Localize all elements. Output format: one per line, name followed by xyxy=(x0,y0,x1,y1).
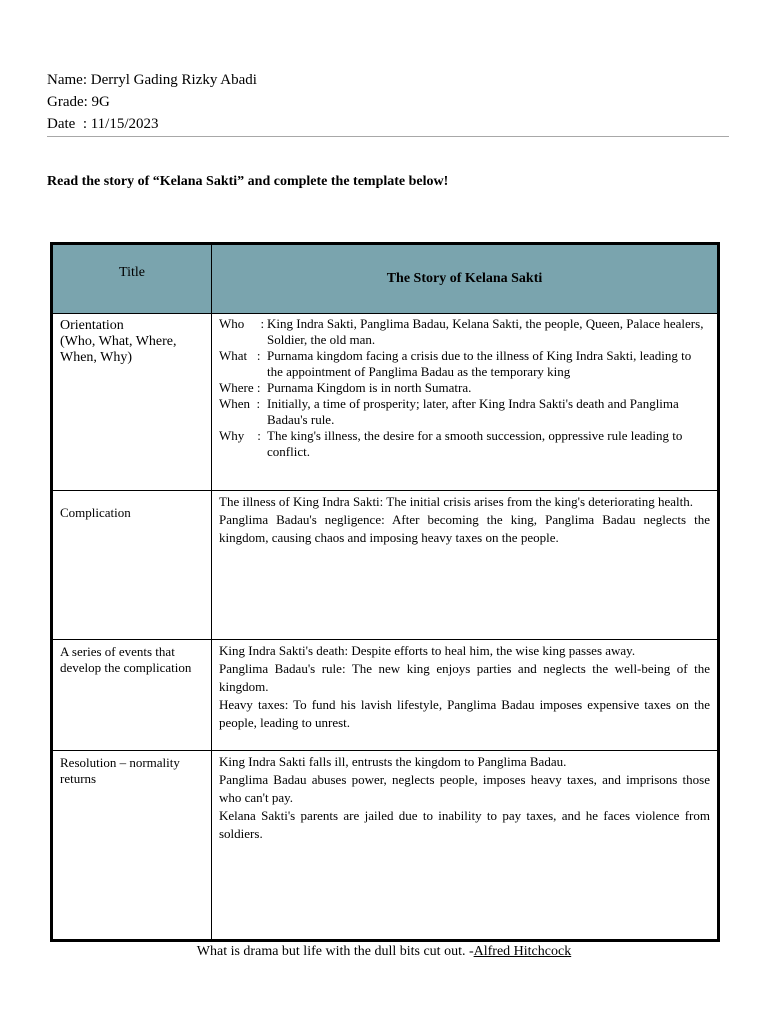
who-value: King Indra Sakti, Panglima Badau, Kelana Sakti, the people, Queen, Palace healers, Soldier, the old man. xyxy=(267,316,704,347)
orientation-what xyxy=(219,348,710,380)
assignment-date: Date : 11/15/2023 xyxy=(47,116,159,132)
resolution-row xyxy=(52,751,719,941)
quote-author: Alfred Hitchcock xyxy=(473,944,572,959)
title-label: Title xyxy=(119,265,145,280)
story-template-table xyxy=(50,242,720,942)
series-content-cell xyxy=(212,640,719,751)
why-key: Why : xyxy=(219,428,261,443)
footer-quote xyxy=(0,944,768,960)
orientation-label: Orientation xyxy=(60,318,124,333)
table-header-row xyxy=(52,244,719,314)
orientation-who xyxy=(219,316,710,348)
orientation-when xyxy=(219,396,710,428)
series-label-cell xyxy=(52,640,212,751)
student-grade: Grade: 9G xyxy=(47,94,110,110)
orientation-content-cell xyxy=(212,314,719,491)
complication-paragraph: Panglima Badau's negligence: After becoming the king, Panglima Badau neglects the kingdom, causing chaos and imposing heavy taxes on the people. xyxy=(219,512,710,545)
title-value-cell xyxy=(212,244,719,314)
complication-label: Complication xyxy=(60,505,131,520)
resolution-paragraph: King Indra Sakti falls ill, entrusts the kingdom to Panglima Badau. xyxy=(219,754,567,769)
where-value: Purnama Kingdom is in north Sumatra. xyxy=(267,380,472,395)
series-paragraph: King Indra Sakti's death: Despite efforts to heal him, the wise king passes away. xyxy=(219,643,636,658)
orientation-where xyxy=(219,380,710,396)
complication-row xyxy=(52,491,719,640)
student-name: Name: Derryl Gading Rizky Abadi xyxy=(47,72,257,88)
student-info xyxy=(47,69,257,135)
title-label-cell xyxy=(52,244,212,314)
orientation-sublabel: (Who, What, Where, When, Why) xyxy=(60,334,177,365)
what-value: Purnama kingdom facing a crisis due to the illness of King Indra Sakti, leading to the appointment of Panglima Badau as the temporary king xyxy=(267,348,692,379)
complication-paragraph: The illness of King Indra Sakti: The initial crisis arises from the king's deteriorating health. xyxy=(219,494,693,509)
when-value: Initially, a time of prosperity; later, after King Indra Sakti's death and Panglima Badau's rule. xyxy=(267,396,679,427)
resolution-label: Resolution – normality returns xyxy=(60,755,180,786)
who-key: Who : xyxy=(219,316,265,331)
orientation-row xyxy=(52,314,719,491)
series-of-events-row xyxy=(52,640,719,751)
series-paragraph: Heavy taxes: To fund his lavish lifestyle, Panglima Badau imposes expensive taxes on the people, leading to unrest. xyxy=(219,697,710,730)
series-paragraph: Panglima Badau's rule: The new king enjoys parties and neglects the well-being of the kingdom. xyxy=(219,661,710,694)
resolution-content-cell xyxy=(212,751,719,941)
complication-content-cell xyxy=(212,491,719,640)
resolution-paragraph: Kelana Sakti's parents are jailed due to inability to pay taxes, and he faces violence from soldiers. xyxy=(219,808,710,841)
what-key: What : xyxy=(219,348,261,363)
orientation-label-cell xyxy=(52,314,212,491)
when-key: When : xyxy=(219,396,261,411)
resolution-paragraph: Panglima Badau abuses power, neglects people, imposes heavy taxes, and imprisons those who can't pay. xyxy=(219,772,710,805)
why-value: The king's illness, the desire for a smooth succession, oppressive rule leading to conflict. xyxy=(267,428,683,459)
instruction-text: Read the story of “Kelana Sakti” and complete the template below! xyxy=(47,174,449,189)
story-title: The Story of Kelana Sakti xyxy=(386,271,543,286)
orientation-why xyxy=(219,428,710,460)
complication-label-cell xyxy=(52,491,212,640)
resolution-label-cell xyxy=(52,751,212,941)
divider-line xyxy=(47,136,729,137)
quote-text: What is drama but life with the dull bits cut out. - xyxy=(196,944,474,959)
where-key: Where : xyxy=(219,380,261,395)
series-label: A series of events that develop the complication xyxy=(60,644,192,675)
